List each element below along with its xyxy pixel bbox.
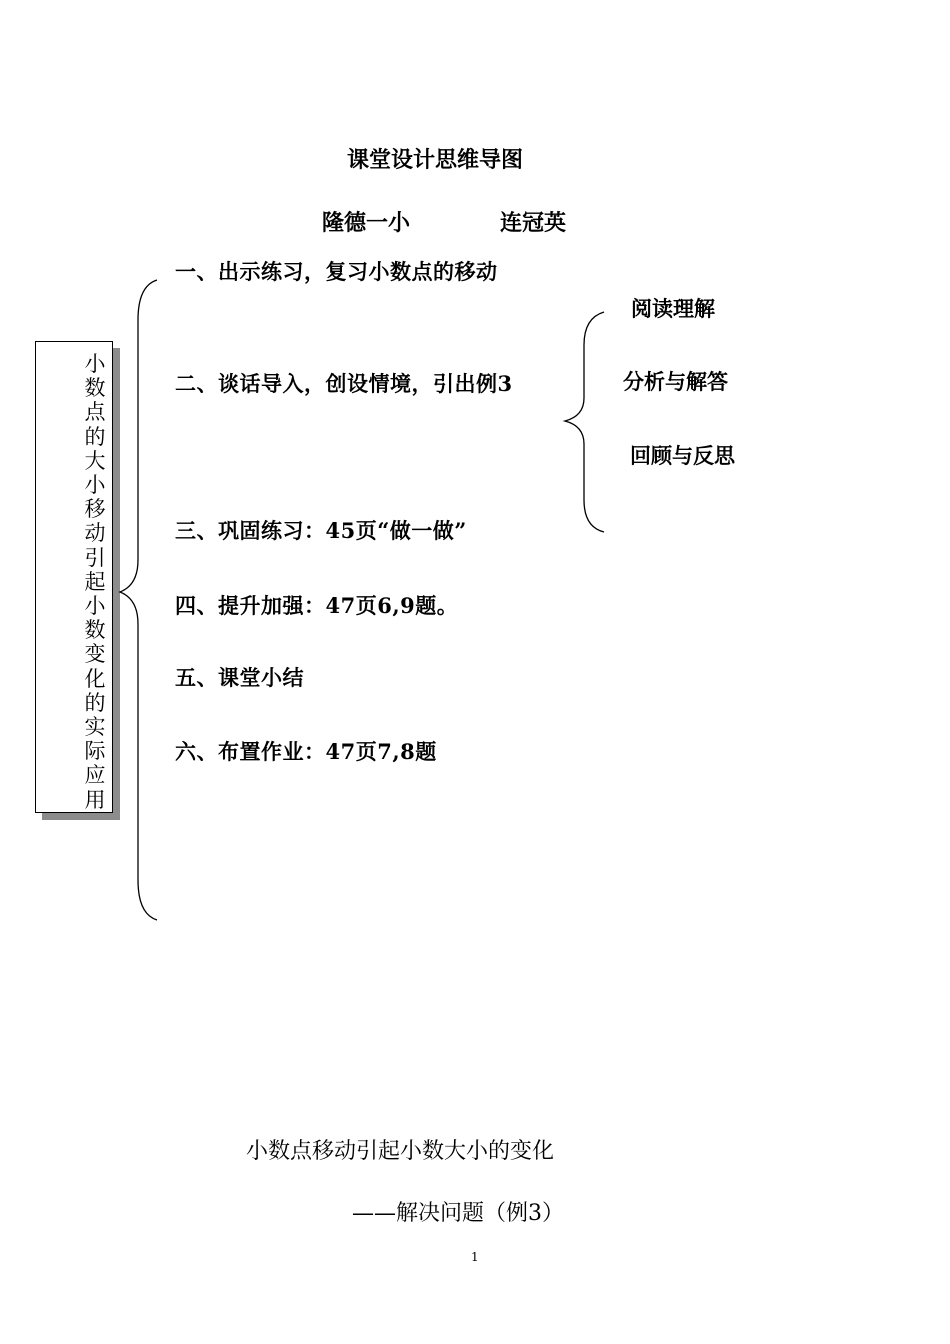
page-title: 课堂设计思维导图 bbox=[347, 147, 524, 173]
sub-step-review: 回顾与反思 bbox=[630, 443, 735, 468]
sub-step-reading: 阅读理解 bbox=[631, 296, 715, 321]
lesson-title: 小数点移动引起小数大小的变化 bbox=[246, 1139, 555, 1164]
step-5: 五、课堂小结 bbox=[175, 665, 304, 690]
center-topic-text: 小数点的大小移动引起小数变化的实际应用 bbox=[84, 352, 106, 812]
step-1: 一、出示练习，复习小数点的移动 bbox=[175, 259, 498, 284]
step-2: 二、谈话导入，创设情境，引出例3 bbox=[175, 371, 513, 396]
page-number: 1 bbox=[471, 1250, 479, 1264]
lesson-subtitle: ——解决问题（例3） bbox=[352, 1201, 564, 1226]
main-brace bbox=[120, 280, 157, 920]
step-3: 三、巩固练习：45页“做一做” bbox=[175, 518, 467, 543]
school-name: 隆德一小 bbox=[322, 210, 411, 236]
sub-step-analysis: 分析与解答 bbox=[623, 369, 728, 394]
sub-brace bbox=[565, 312, 604, 532]
step-4: 四、提升加强：47页6,9题。 bbox=[175, 593, 459, 618]
step-6: 六、布置作业：47页7,8题 bbox=[175, 739, 437, 764]
author-name: 连冠英 bbox=[500, 210, 567, 236]
